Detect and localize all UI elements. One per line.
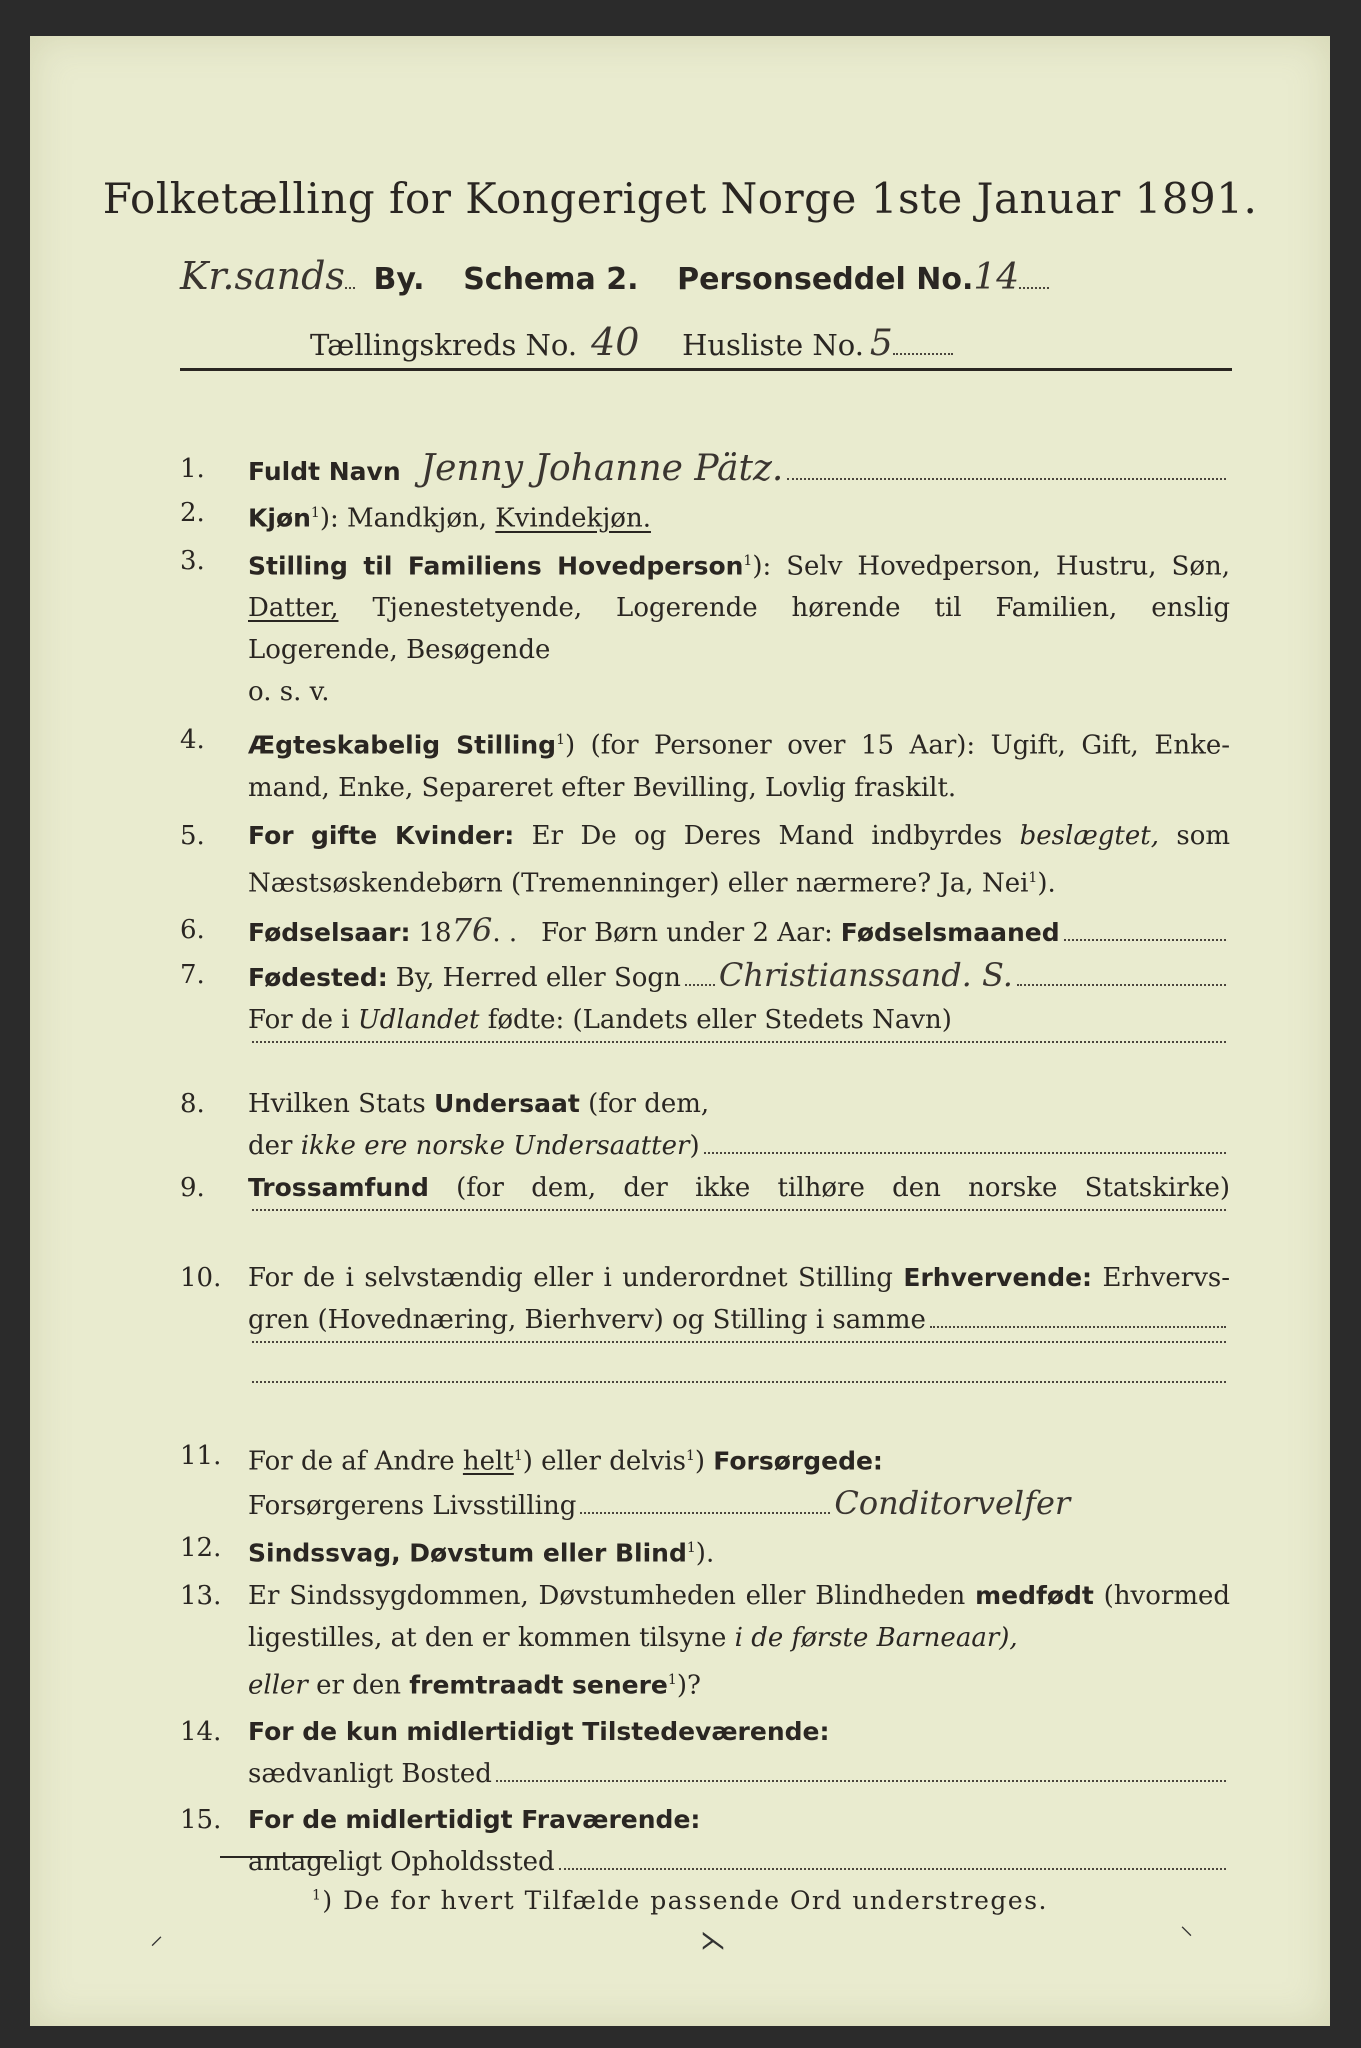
provider-occupation-answer: Conditorvelfer [834, 1484, 1071, 1523]
citizenship-label: Undersaat [433, 1088, 580, 1118]
district-label: Tællingskreds No. [310, 328, 578, 362]
question-3: 3. Stilling til Familiens Hovedperson$^1$): Selv Hovedperson, Hustru, Søn, Datter, Tjenestetyende, Logerende hørende til Familien, enslig Logerende, Besøgende o. s. v. [180, 545, 1231, 708]
district-number: 40 [591, 320, 640, 364]
pencil-mark-right: ⸜ [1180, 1911, 1194, 1941]
temporary-present-label: midlertidigt Tilstedeværende: [406, 1716, 830, 1746]
birthplace-answer: Christianssand. S. [718, 955, 1013, 994]
by-label: By. [373, 262, 425, 297]
temporary-absent-label: midlertidigt Fraværende: [345, 1804, 701, 1834]
family-position-choice-underlined: Datter, [248, 593, 339, 624]
congenital-label: medfødt [975, 1580, 1094, 1610]
district-line [310, 320, 953, 364]
household-list-label: Husliste No. [682, 328, 864, 362]
pencil-mark-left: ⸝ [150, 1921, 164, 1951]
question-15: 15. For de midlertidigt Fraværende: antageligt Opholdssted [180, 1799, 1230, 1883]
city-handwritten: Kr.sands [180, 254, 345, 298]
question-11: 11. For de af Andre helt$^1$) eller delvis$^1$) Forsørgede: Forsørgerens Livsstilling Conditorvelfer [180, 1440, 1071, 1523]
question-12: 12. Sindssvag, Døvstum eller Blind$^1$). [180, 1533, 715, 1569]
full-name-label: Fuldt Navn [248, 457, 401, 486]
personseddel-number: 14 [973, 257, 1020, 298]
question-5: 5. For gifte Kvinder: Er De og Deres Mand indbyrdes beslægtet, som Næstsøskendebørn (Tremenninger) eller nærmere? Ja, Nei$^1$). [180, 820, 1231, 899]
census-form-sheet [30, 36, 1330, 2026]
supported-label: Forsørgede: [713, 1446, 883, 1476]
footnote: $^1$) De for hvert Tilfælde passende Ord understreges. [312, 1886, 1048, 1915]
form-title: Folketælling for Kongeriget Norge 1ste Januar 1891. [102, 174, 1258, 223]
sex-label: Kjøn [248, 503, 311, 533]
full-name-answer: Jenny Johanne Pätz. [420, 448, 784, 489]
footnote-rule [220, 1856, 330, 1858]
question-14: 14. For de kun midlertidigt Tilstedeværende: sædvanligt Bosted [180, 1711, 1230, 1795]
sex-choice-underlined: Kvindekjøn. [495, 503, 651, 534]
disability-label: Sindssvag, Døvstum eller Blind [248, 1538, 687, 1568]
religion-label: Trossamfund [248, 1172, 429, 1202]
question-2: 2. Kjøn$^1$): Mandkjøn, Kvindekjøn. [180, 498, 651, 534]
schema-line [180, 254, 1049, 298]
occupation-label: Erhvervende: [903, 1262, 1093, 1292]
family-position-label: Stilling til Familiens Hovedperson [248, 551, 744, 581]
marital-status-label: Ægteskabelig Stilling [248, 730, 557, 760]
header-divider [180, 368, 1232, 371]
married-women-label: gifte Kvinder: [310, 820, 515, 850]
question-7: 7. Fødested: By, Herred eller Sogn Christianssand. S. For de i Udlandet fødte: (Landets eller Stedets Navn) [180, 954, 1230, 1077]
pencil-mark-center: ⋋ [700, 1926, 726, 1956]
birth-month-label: Fødselsmaaned [840, 917, 1060, 947]
question-8: 8. Hvilken Stats Undersaat (for dem, der ikke ere norske Undersaatter ) [180, 1083, 1230, 1167]
question-4: 4. Ægteskabelig Stilling$^1$) (for Personer over 15 Aar): Ugift, Gift, Enke- mand, Enke, Separeret efter Bevilling, Lovlig fraskilt. [180, 725, 1230, 803]
personseddel-label: Personseddel No. [677, 262, 974, 297]
birthplace-label: Fødested: [248, 962, 388, 992]
birth-year-label: Fødselsaar: [248, 917, 411, 947]
household-list-number: 5 [869, 323, 893, 364]
question-13: 13. Er Sindssygdommen, Døvstumheden eller Blindheden medfødt (hvormed ligestilles, at den er kommen tilsyne i de første Barneaar), eller er den fremtraadt senere$^1$)? [180, 1580, 1231, 1701]
question-1: 1. Fuldt Navn Jenny Johanne Pätz. [180, 448, 1230, 492]
schema-label: Schema 2. [463, 262, 639, 297]
question-6: 6. Fødselsaar: 18 76 . . For Børn under 2 Aar: Fødselsmaaned [180, 909, 1230, 954]
question-10: 10. For de i selvstændig eller i underordnet Stilling Erhvervende: Erhvervs- gren (Hovednæring, Bierhverv) og Stilling i samme [180, 1257, 1230, 1421]
question-9: 9. Trossamfund (for dem, der ikke tilhøre den norske Statskirke) [180, 1167, 1230, 1245]
birth-year-answer: 76 [451, 910, 493, 949]
questions-list [180, 448, 1230, 1883]
